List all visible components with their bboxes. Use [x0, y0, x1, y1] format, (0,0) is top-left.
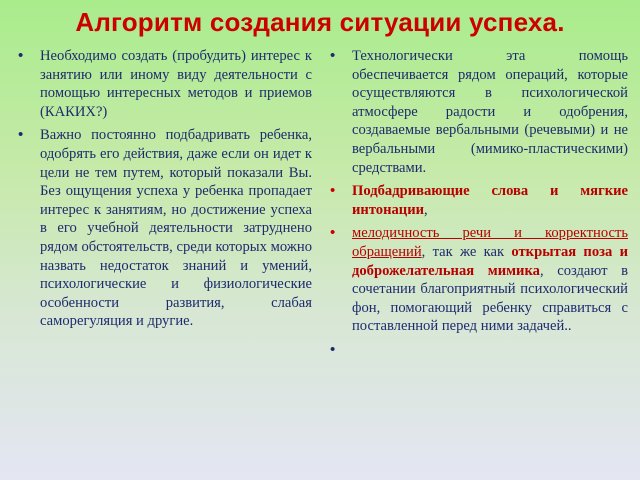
bullet-encourage-text: Важно постоянно подбадривать ребенка, одобрять его действия, даже если он идет к цели не тем путем, который показали Вы. Без ощущения успеха у ребенка пропадает интерес к занятиям, но достижение успеха в его учебной деятельности затруднено рядом обстоятельств, среди которых можно назвать недостаток знаний и умений, психологические и физиологические особенности развития, слабая саморегуляция и другие.: [40, 127, 312, 330]
bullet-empty: [326, 341, 628, 360]
bullet-encourage: [14, 126, 312, 331]
slide-title: Алгоритм создания ситуации успеха.: [75, 7, 565, 37]
open-pose-text: открытая поза и доброжелательная мимика: [352, 243, 628, 279]
right-bullet-list: [326, 47, 628, 365]
bullet-interest-text: Необходимо создать (пробудить) интерес к занятию или иному виду деятельности с помощью интересных методов и приемов (КАКИХ?): [40, 48, 312, 120]
melodic-speech-text: мелодичность речи и корректность обращений: [352, 225, 628, 260]
left-bullet-list: [14, 47, 312, 336]
bullet-melodic-speech: [326, 224, 628, 336]
bullet-technology: [326, 47, 628, 177]
encouraging-words-text: Подбадривающие слова и мягкие интонации: [352, 183, 628, 218]
bullet-interest: [14, 47, 312, 121]
bullet-encouraging-words: [326, 182, 628, 219]
melodic-speech-tail: , создают в сочетании благоприятный психологический фон, помогающий ребенку справиться с поставленной перед ними задачей..: [352, 262, 628, 335]
encouraging-words-tail: ,: [424, 201, 428, 218]
bullet-technology-text: Технологически эта помощь обеспечивается рядом операций, которые осуществляются в психологической атмосфере радости и одобрения, создаваемые вербальными (речевыми) и не вербальными (мимико-пластическими) средствами.: [352, 48, 628, 176]
melodic-speech-connector: , так же как: [421, 243, 512, 260]
